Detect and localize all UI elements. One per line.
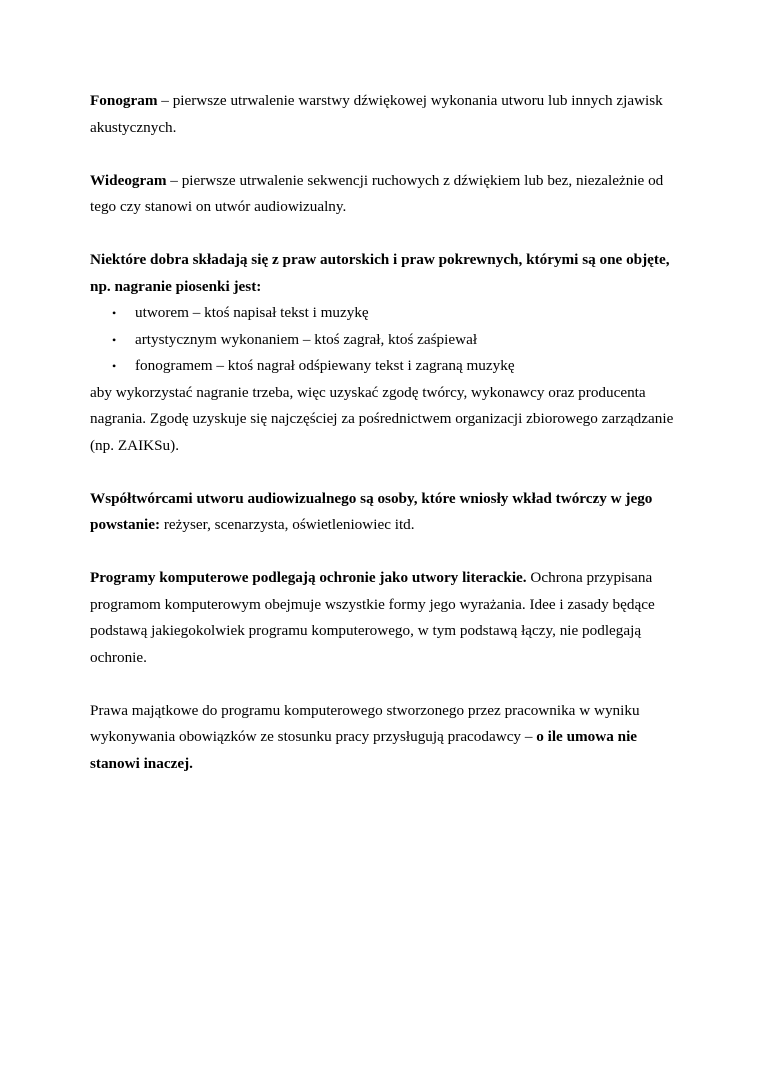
paragraph-wideogram bbox=[90, 168, 690, 221]
prawa-bold: o ile umowa nie stanowi inaczej. bbox=[90, 728, 638, 772]
definition-fonogram: – pierwsze utrwalenie warstwy dźwiękowej wykonania utworu lub innych zjawisk akustycznych. bbox=[90, 92, 663, 136]
document-page bbox=[90, 88, 690, 777]
paragraph-wspoltworcy bbox=[90, 486, 690, 539]
wspoltworcy-bold: Współtwórcami utworu audiowizualnego są osoby, które wniosły wkład twórczy w jego powstanie: bbox=[90, 489, 653, 533]
programy-rest: Ochrona przypisana programom komputerowym obejmuje wszystkie formy jego wyrażania. Idee i zasady będące podstawą jakiegokolwiek programu komputerowego, w tym podstawą łączy, nie podlegają ochronie. bbox=[90, 569, 655, 666]
paragraph-dobra bbox=[90, 247, 690, 459]
paragraph-prawa bbox=[90, 698, 690, 778]
paragraph-fonogram bbox=[90, 88, 690, 141]
list-item: • artystycznym wykonaniem – ktoś zagrał, ktoś zaśpiewał bbox=[90, 327, 690, 354]
list-item: • fonogramem – ktoś nagrał odśpiewany tekst i zagraną muzykę bbox=[90, 353, 690, 380]
prawa-normal: Prawa majątkowe do programu komputerowego stworzonego przez pracownika w wyniku wykonywania obowiązków ze stosunku pracy przysługują pracodawcy – bbox=[90, 701, 640, 745]
wspoltworcy-rest: reżyser, scenarzysta, oświetleniowiec itd. bbox=[160, 516, 415, 533]
term-wideogram: Wideogram bbox=[90, 171, 167, 189]
bullet-list bbox=[90, 300, 690, 380]
definition-wideogram: – pierwsze utrwalenie sekwencji ruchowych z dźwiękiem lub bez, niezależnie od tego czy stanowi on utwór audiowizualny. bbox=[90, 171, 664, 215]
list-item: • utworem – ktoś napisał tekst i muzykę bbox=[90, 300, 690, 327]
term-fonogram: Fonogram bbox=[90, 92, 158, 109]
bullet-icon: • bbox=[112, 359, 117, 373]
dobra-after-bullets: aby wykorzystać nagranie trzeba, więc uzyskać zgodę twórcy, wykonawcy oraz producenta nagrania. Zgodę uzyskuje się najczęściej za pośrednictwem organizacji zbiorowego zarządzanie (np. ZAIKSu). bbox=[90, 383, 674, 454]
programy-bold: Programy komputerowe podlegają ochronie jako utwory literackie. bbox=[90, 569, 527, 586]
paragraph-programy bbox=[90, 565, 690, 671]
bullet-icon: • bbox=[112, 332, 117, 347]
bullet-icon: • bbox=[112, 306, 117, 320]
dobra-heading-line2: np. nagranie piosenki jest: bbox=[90, 277, 262, 295]
dobra-heading-line1: Niektóre dobra składają się z praw autorskich i praw pokrewnych, którymi są one objęte, bbox=[90, 251, 670, 268]
